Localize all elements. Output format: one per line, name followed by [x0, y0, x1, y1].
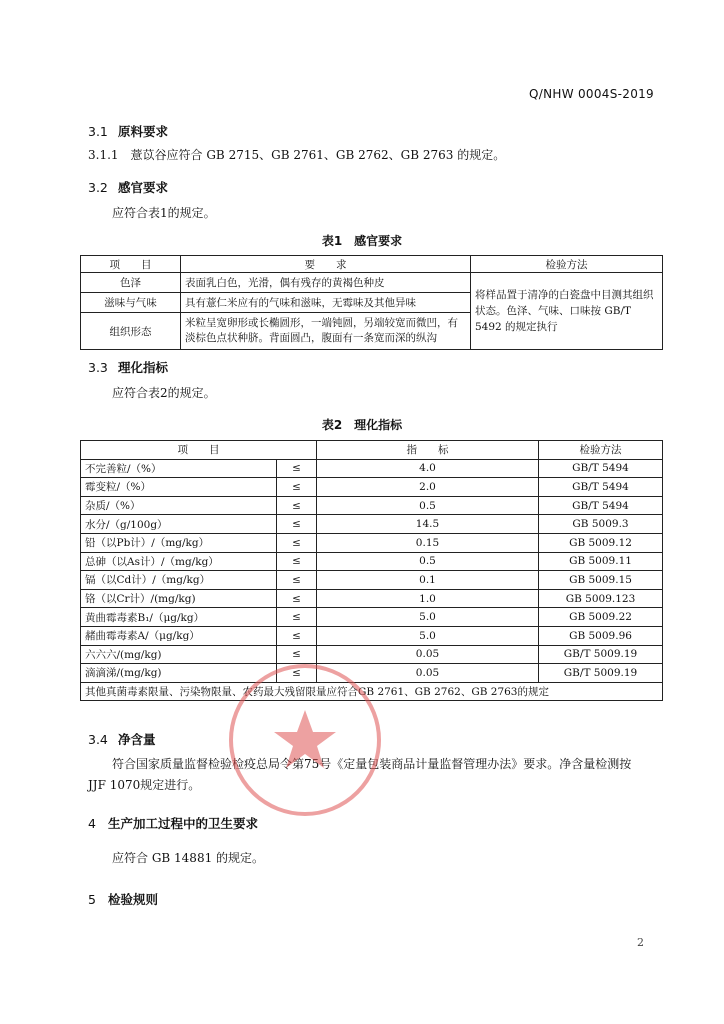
item-cell: 色泽 — [81, 273, 181, 293]
operator-cell: ≤ — [277, 459, 317, 478]
value-cell: 0.1 — [317, 571, 539, 590]
table-row — [81, 478, 663, 497]
method-cell: GB 5009.22 — [539, 608, 663, 627]
table-row — [81, 533, 663, 552]
method-cell: GB/T 5494 — [539, 478, 663, 497]
value-cell: 0.05 — [317, 664, 539, 683]
item-cell: 组织形态 — [81, 313, 181, 350]
method-cell: GB 5009.96 — [539, 626, 663, 645]
table-header-row — [81, 441, 663, 460]
table-row — [81, 608, 663, 627]
table2-caption: 表2 理化指标 — [321, 418, 403, 432]
section-title: 生产加工过程中的卫生要求 — [108, 816, 259, 831]
item-cell: 水分/（g/100g） — [81, 515, 277, 534]
column-header: 项 目 — [81, 441, 317, 460]
section-3-4-text-line2: JJF 1070规定进行。 — [88, 778, 201, 792]
section-title: 理化指标 — [118, 360, 169, 375]
requirement-cell: 具有薏仁米应有的气味和滋味，无霉味及其他异味 — [181, 293, 471, 313]
table-row — [81, 496, 663, 515]
section-number: 5 — [88, 892, 96, 907]
section-title: 原料要求 — [118, 124, 169, 139]
method-cell: GB/T 5009.19 — [539, 645, 663, 664]
item-cell: 杂质/（%） — [81, 496, 277, 515]
section-3-2-text: 应符合表1的规定。 — [112, 206, 216, 220]
sensory-table — [80, 255, 663, 350]
method-cell: GB 5009.11 — [539, 552, 663, 571]
company-seal-stamp — [225, 660, 385, 820]
operator-cell: ≤ — [277, 626, 317, 645]
item-cell: 不完善粒/（%） — [81, 459, 277, 478]
item-cell: 铅（以Pb计）/（mg/kg） — [81, 533, 277, 552]
method-cell: 将样品置于清净的白瓷盘中目测其组织状态。色泽、气味、口味按 GB/T 5492 的规定执行 — [471, 273, 663, 350]
table-row — [81, 571, 663, 590]
value-cell: 4.0 — [317, 459, 539, 478]
table-row — [81, 626, 663, 645]
section-number: 3.1 — [88, 124, 108, 139]
item-cell: 滋味与气味 — [81, 293, 181, 313]
table-row — [81, 459, 663, 478]
item-cell: 镉（以Cd计）/（mg/kg） — [81, 571, 277, 590]
section-number: 4 — [88, 816, 96, 831]
item-cell: 赭曲霉毒素A/（μg/kg） — [81, 626, 277, 645]
document-code: Q/NHW 0004S-2019 — [529, 87, 654, 101]
value-cell: 5.0 — [317, 626, 539, 645]
value-cell: 0.15 — [317, 533, 539, 552]
column-header: 项 目 — [81, 256, 181, 273]
operator-cell: ≤ — [277, 571, 317, 590]
method-cell: GB/T 5494 — [539, 496, 663, 515]
method-cell: GB 5009.12 — [539, 533, 663, 552]
item-cell: 霉变粒/（%） — [81, 478, 277, 497]
method-cell: GB/T 5009.19 — [539, 664, 663, 683]
table-row — [81, 515, 663, 534]
item-cell: 滴滴涕/(mg/kg) — [81, 664, 277, 683]
section-title: 净含量 — [118, 732, 156, 747]
method-cell: GB 5009.123 — [539, 589, 663, 608]
operator-cell: ≤ — [277, 645, 317, 664]
value-cell: 0.5 — [317, 552, 539, 571]
section-3-3-heading — [88, 358, 168, 376]
page-number: 2 — [637, 936, 644, 949]
table-row — [81, 273, 663, 293]
section-number: 3.4 — [88, 732, 108, 747]
section-4-text: 应符合 GB 14881 的规定。 — [112, 851, 265, 865]
section-3-4-text-line1: 符合国家质量监督检验检疫总局令第75号《定量包装商品计量监督管理办法》要求。净含量检测按 — [112, 757, 632, 771]
operator-cell: ≤ — [277, 533, 317, 552]
method-cell: GB 5009.3 — [539, 515, 663, 534]
section-3-3-text: 应符合表2的规定。 — [112, 386, 216, 400]
operator-cell: ≤ — [277, 608, 317, 627]
requirement-cell: 表面乳白色，光滑，偶有残存的黄褐色种皮 — [181, 273, 471, 293]
section-3-1-heading — [88, 122, 168, 140]
table-note: 其他真菌毒素限量、污染物限量、农药最大残留限量应符合GB 2761、GB 2762、GB 2763的规定 — [81, 682, 663, 701]
section-3-2-heading — [88, 178, 168, 196]
requirement-cell: 米粒呈宽卵形或长椭圆形，一端钝圆，另端较宽而微凹，有淡棕色点状种脐。背面圆凸，腹面有一条宽而深的纵沟 — [181, 313, 471, 350]
value-cell: 1.0 — [317, 589, 539, 608]
section-3-4-heading — [88, 730, 156, 748]
table-row — [81, 552, 663, 571]
item-cell: 黄曲霉毒素B₁/（μg/kg） — [81, 608, 277, 627]
operator-cell: ≤ — [277, 664, 317, 683]
item-cell: 六六六/(mg/kg) — [81, 645, 277, 664]
section-title: 检验规则 — [108, 892, 159, 907]
item-cell: 铬（以Cr计）/(mg/kg) — [81, 589, 277, 608]
clause-3-1-1: 3.1.1 薏苡谷应符合 GB 2715、GB 2761、GB 2762、GB 2763 的规定。 — [88, 148, 506, 162]
method-cell: GB/T 5494 — [539, 459, 663, 478]
table-header-row — [81, 256, 663, 273]
section-5-heading — [88, 890, 158, 908]
operator-cell: ≤ — [277, 589, 317, 608]
column-header: 检验方法 — [539, 441, 663, 460]
value-cell: 2.0 — [317, 478, 539, 497]
table1-caption: 表1 感官要求 — [321, 234, 403, 248]
column-header: 指 标 — [317, 441, 539, 460]
table-row — [81, 589, 663, 608]
operator-cell: ≤ — [277, 552, 317, 571]
column-header: 要 求 — [181, 256, 471, 273]
value-cell: 14.5 — [317, 515, 539, 534]
value-cell: 5.0 — [317, 608, 539, 627]
operator-cell: ≤ — [277, 515, 317, 534]
value-cell: 0.5 — [317, 496, 539, 515]
value-cell: 0.05 — [317, 645, 539, 664]
method-cell: GB 5009.15 — [539, 571, 663, 590]
operator-cell: ≤ — [277, 478, 317, 497]
column-header: 检验方法 — [471, 256, 663, 273]
section-number: 3.2 — [88, 180, 108, 195]
section-number: 3.3 — [88, 360, 108, 375]
operator-cell: ≤ — [277, 496, 317, 515]
section-title: 感官要求 — [118, 180, 169, 195]
item-cell: 总砷（以As计）/（mg/kg） — [81, 552, 277, 571]
